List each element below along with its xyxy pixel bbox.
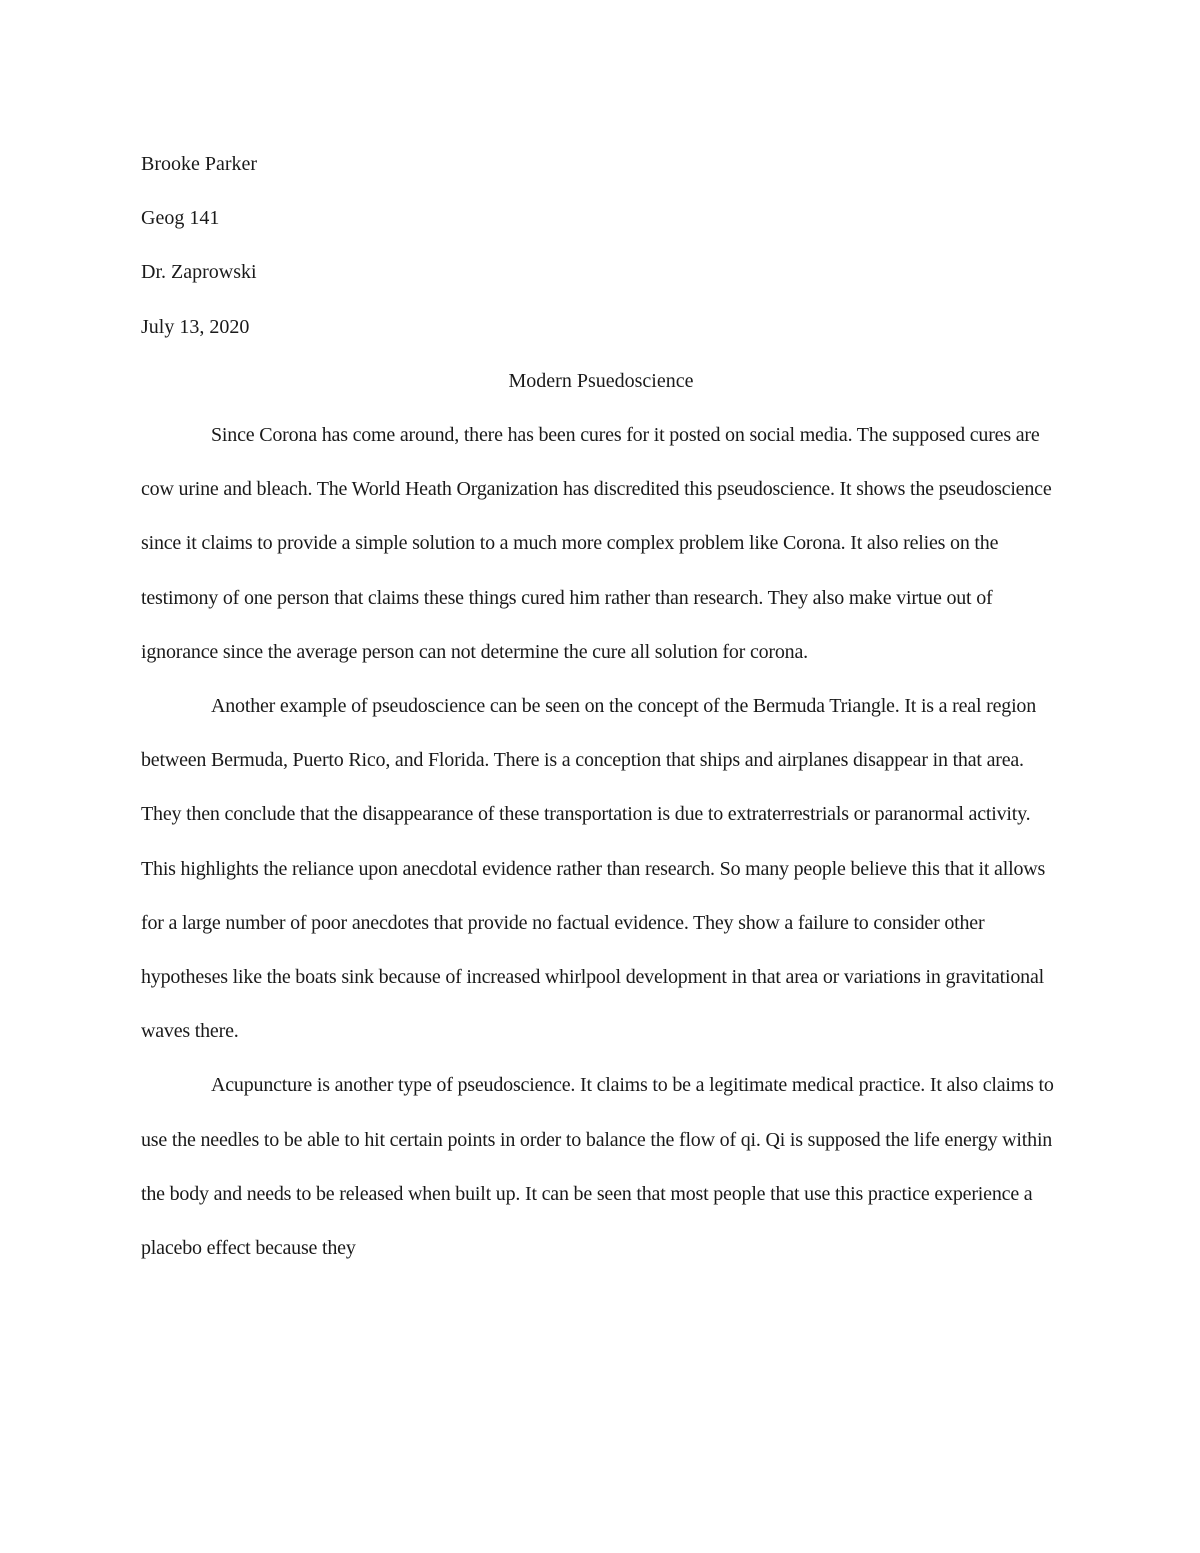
course-name: Geog 141	[141, 207, 220, 230]
paragraph-bermuda-triangle: Another example of pseudoscience can be seen on the concept of the Bermuda Triangle. It is a real region between Bermuda, Puerto Rico, and Florida. There is a conception that ships and airplanes disappear in that area. They then conclude that the disappearance of these transportation is due to extraterrestrials or paranormal activity. This highlights the reliance upon anecdotal evidence rather than research. So many people believe this that it allows for a large number of poor anecdotes that provide no factual evidence. They show a failure to consider other hypotheses like the boats sink because of increased whirlpool development in that area or variations in gravitational waves there.	[141, 695, 1046, 1043]
document-body	[141, 137, 1061, 1275]
document-date: July 13, 2020	[141, 315, 250, 338]
paragraph-acupuncture: Acupuncture is another type of pseudoscience. It claims to be a legitimate medical practice. It also claims to use the needles to be able to hit certain points in order to balance the flow of qi. Qi is supposed the life energy within the body and needs to be released when built up. It can be seen that most people that use this practice experience a placebo effect because they	[141, 1074, 1054, 1260]
paragraph-corona: Since Corona has come around, there has been cures for it posted on social media. The supposed cures are cow urine and bleach. The World Heath Organization has discredited this pseudoscience. It shows the pseudoscience since it claims to provide a simple solution to a much more complex problem like Corona. It also relies on the testimony of one person that claims these things cured him rather than research. They also make virtue out of ignorance since the average person can not determine the cure all solution for corona.	[141, 424, 1052, 663]
document-title: Modern Psuedoscience	[508, 369, 694, 392]
author-name: Brooke Parker	[141, 153, 258, 175]
instructor-name: Dr. Zaprowski	[141, 261, 257, 284]
